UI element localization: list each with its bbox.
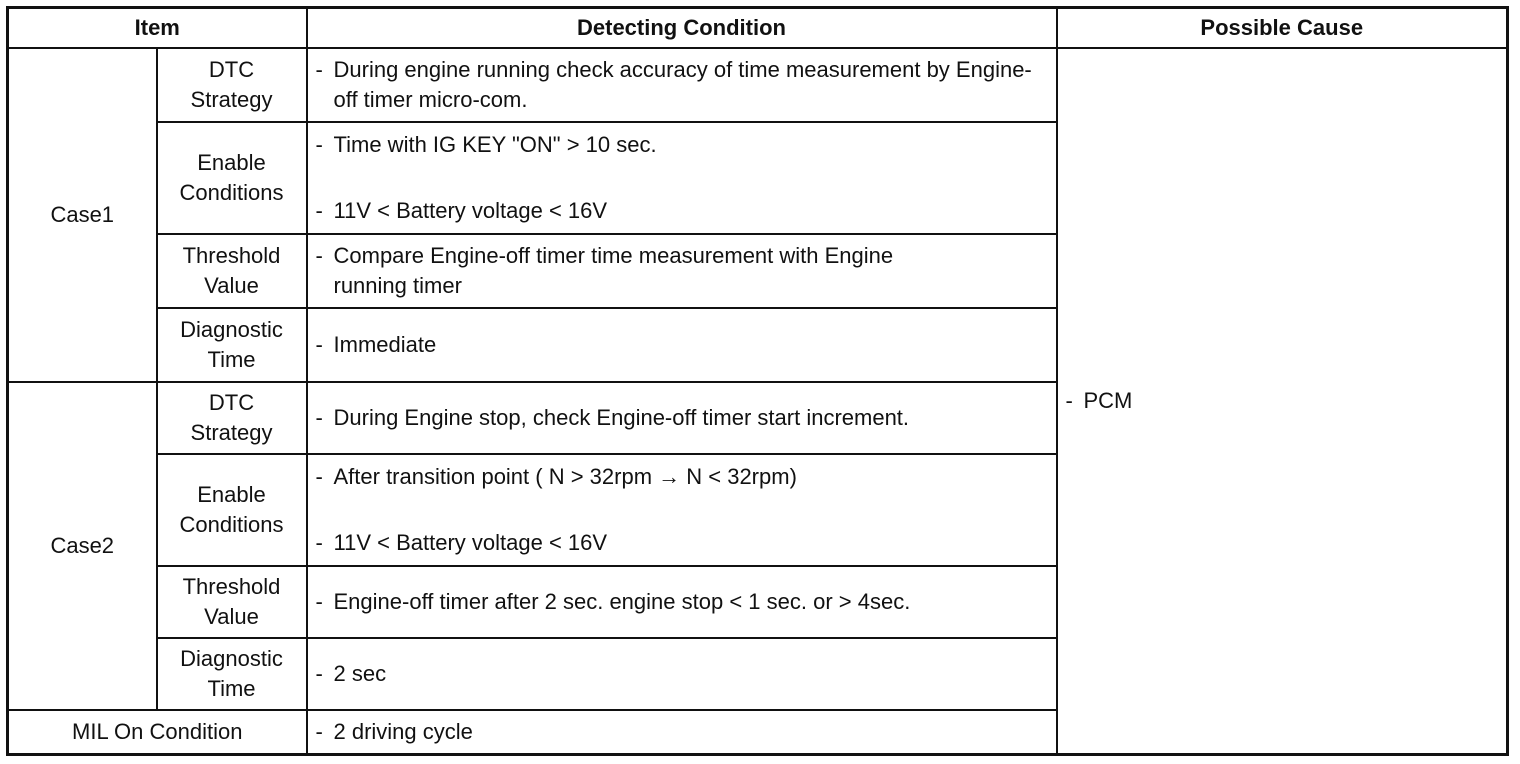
condition-text: After transition point ( N > 32rpm → N < 32rpm) (333, 464, 797, 489)
bullet: - (315, 243, 323, 268)
bullet: - (315, 718, 323, 744)
mil-on-condition-label: MIL On Condition (8, 710, 307, 754)
case1-dtc-strategy-row (8, 48, 1508, 122)
label-line: Enable (197, 482, 266, 507)
bullet: - (315, 405, 323, 430)
label-line: Conditions (179, 512, 284, 537)
bullet: - (1065, 387, 1073, 413)
condition-text: Immediate (333, 332, 437, 357)
condition-text: 11V < Battery voltage < 16V (333, 530, 608, 555)
condition-text: 11V < Battery voltage < 16V (333, 198, 608, 223)
bullet: - (315, 530, 323, 555)
case2-diagnostic-time-value (307, 638, 1057, 710)
case1-threshold-value-label (157, 234, 307, 308)
label-line: Diagnostic (180, 317, 283, 342)
case2-diagnostic-time-label (157, 638, 307, 710)
case1-label: Case1 (8, 48, 157, 382)
label-line: DTC (208, 390, 255, 415)
bullet: - (315, 57, 323, 82)
label-line: Value (204, 604, 259, 629)
case2-dtc-strategy-label (157, 382, 307, 454)
label-line: Time (207, 347, 256, 372)
possible-cause-cell (1057, 48, 1508, 754)
case1-dtc-strategy-label (157, 48, 307, 122)
case1-diagnostic-time-value (307, 308, 1057, 382)
label-line: Enable (197, 150, 266, 175)
header-row (8, 8, 1508, 49)
case2-dtc-strategy-value (307, 382, 1057, 454)
condition-text: During engine running check accuracy of time measurement by Engine-off timer micro-com. (333, 57, 1032, 112)
case2-threshold-value-label (157, 566, 307, 638)
case1-enable-conditions-value (307, 122, 1057, 234)
case1-dtc-strategy-value (307, 48, 1057, 122)
case1-threshold-value-value (307, 234, 1057, 308)
bullet: - (315, 198, 323, 223)
label-line: Threshold (182, 243, 281, 268)
header-detecting-condition: Detecting Condition (307, 8, 1057, 49)
diagnostic-spec-table (6, 6, 1509, 756)
case2-enable-conditions-label (157, 454, 307, 566)
bullet: - (315, 589, 323, 614)
condition-text: During Engine stop, check Engine-off timer start increment. (333, 405, 910, 430)
condition-text: 2 sec (333, 661, 387, 686)
label-line: Threshold (182, 574, 281, 599)
header-item: Item (8, 8, 307, 49)
case1-diagnostic-time-label (157, 308, 307, 382)
label-line: Strategy (190, 87, 273, 112)
case2-label: Case2 (8, 382, 157, 710)
condition-text: Time with IG KEY "ON" > 10 sec. (333, 132, 657, 157)
label-line: Time (207, 676, 256, 701)
mil-on-condition-value (307, 710, 1057, 754)
condition-text: Compare Engine-off timer time measurement with Engine running timer (333, 243, 894, 298)
label-line: Diagnostic (180, 646, 283, 671)
bullet: - (315, 661, 323, 686)
bullet: - (315, 132, 323, 157)
label-line: DTC (208, 57, 255, 82)
condition-text: Engine-off timer after 2 sec. engine stop < 1 sec. or > 4sec. (333, 589, 911, 614)
label-line: Strategy (190, 420, 273, 445)
possible-cause-text: PCM (1083, 387, 1133, 413)
case2-threshold-value-value (307, 566, 1057, 638)
bullet: - (315, 464, 323, 489)
label-line: Value (204, 273, 259, 298)
bullet: - (315, 332, 323, 357)
label-line: Conditions (179, 180, 284, 205)
header-possible-cause: Possible Cause (1057, 8, 1508, 49)
case2-enable-conditions-value (307, 454, 1057, 566)
case1-enable-conditions-label (157, 122, 307, 234)
condition-text: 2 driving cycle (333, 718, 473, 744)
